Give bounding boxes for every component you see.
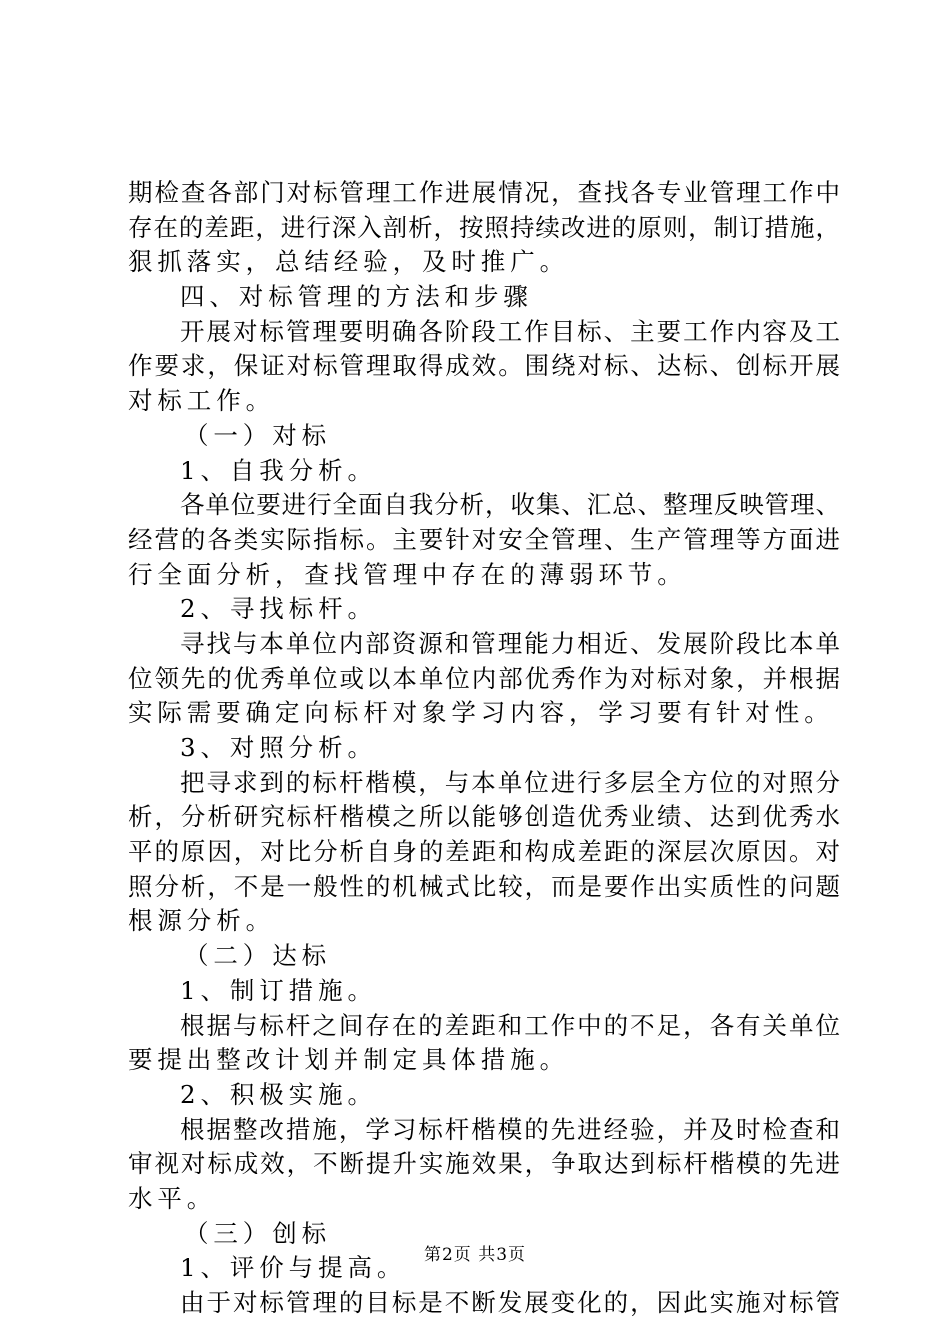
text-line: 1、制订措施。 bbox=[180, 975, 377, 1005]
text-line: 根据整改措施，学习标杆楷模的先进经验，并及时检查和 bbox=[180, 1114, 840, 1144]
text-line: 审视对标成效，不断提升实施效果，争取达到标杆楷模的先进 bbox=[128, 1149, 840, 1179]
text-line: 2、寻找标杆。 bbox=[180, 594, 377, 624]
text-line: 对标工作。 bbox=[128, 386, 275, 416]
text-line: 经营的各类实际指标。主要针对安全管理、生产管理等方面进 bbox=[128, 524, 840, 554]
text-line: 照分析，不是一般性的机械式比较，而是要作出实质性的问题 bbox=[128, 871, 840, 901]
text-line: 四、对标管理的方法和步骤 bbox=[180, 282, 533, 312]
text-line: 狠抓落实，总结经验，及时推广。 bbox=[128, 247, 569, 277]
text-line: 3、对照分析。 bbox=[180, 733, 377, 762]
text-line: 实际需要确定向标杆对象学习内容，学习要有针对性。 bbox=[128, 698, 834, 728]
text-line: （三）创标 bbox=[184, 1218, 331, 1248]
text-line: 由于对标管理的目标是不断发展变化的，因此实施对标管 bbox=[180, 1288, 840, 1317]
text-line: 把寻求到的标杆楷模，与本单位进行多层全方位的对照分 bbox=[180, 767, 840, 797]
text-line: （二）达标 bbox=[184, 941, 331, 971]
text-line: 存在的差距，进行深入剖析，按照持续改进的原则，制订措施， bbox=[128, 212, 840, 242]
text-line: 作要求，保证对标管理取得成效。围绕对标、达标、创标开展 bbox=[128, 351, 840, 381]
text-line: 析，分析研究标杆楷模之所以能够创造优秀业绩、达到优秀水 bbox=[128, 802, 840, 832]
text-line: 期检查各部门对标管理工作进展情况，查找各专业管理工作中 bbox=[128, 178, 840, 207]
text-line: 根源分析。 bbox=[128, 906, 275, 936]
text-line: 平的原因，对比分析自身的差距和构成差距的深层次原因。对 bbox=[128, 837, 840, 867]
text-line: 要提出整改计划并制定具体措施。 bbox=[128, 1045, 569, 1075]
page-footer: 第2页 共3页 bbox=[423, 1245, 527, 1265]
text-line: 寻找与本单位内部资源和管理能力相近、发展阶段比本单 bbox=[180, 628, 840, 658]
text-line: （一）对标 bbox=[184, 420, 331, 450]
text-line: 1、评价与提高。 bbox=[180, 1253, 407, 1283]
text-line: 水平。 bbox=[128, 1183, 217, 1213]
text-line: 根据与标杆之间存在的差距和工作中的不足，各有关单位 bbox=[180, 1010, 840, 1040]
text-line: 各单位要进行全面自我分析，收集、汇总、整理反映管理、 bbox=[180, 490, 840, 520]
text-line: 2、积极实施。 bbox=[180, 1079, 377, 1109]
text-line: 1、自我分析。 bbox=[180, 455, 377, 485]
text-line: 开展对标管理要明确各阶段工作目标、主要工作内容及工 bbox=[180, 316, 840, 346]
text-line: 位领先的优秀单位或以本单位内部优秀作为对标对象，并根据 bbox=[128, 663, 840, 693]
text-line: 行全面分析，查找管理中存在的薄弱环节。 bbox=[128, 559, 687, 589]
document-body bbox=[128, 176, 840, 1321]
